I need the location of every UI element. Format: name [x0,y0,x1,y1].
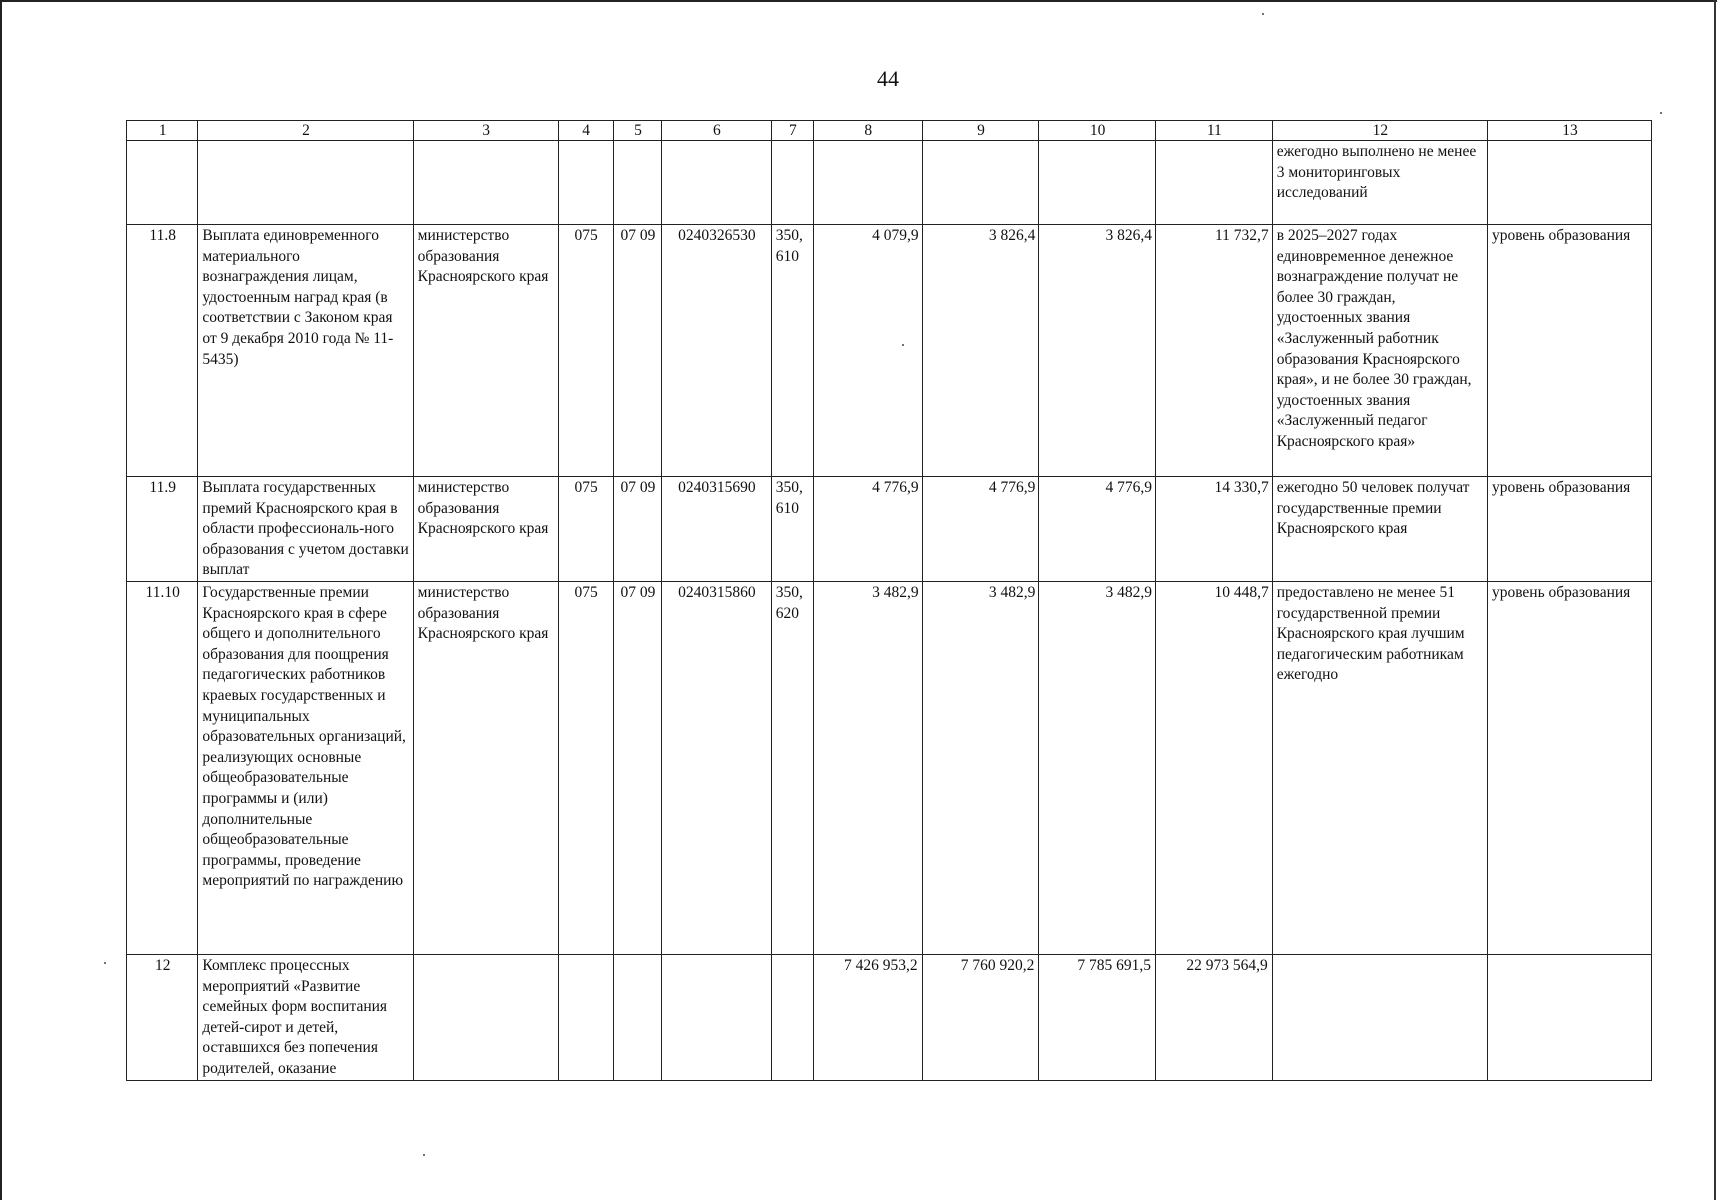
expense-type-cell: 350, 610 [771,225,813,477]
executor-cell [413,955,558,1081]
section-code-cell [613,955,661,1081]
scan-speck [423,1154,425,1156]
measure-name-cell [198,141,413,225]
scan-speck [902,344,904,346]
measure-name-cell: Выплата государственных премий Красноярского края в области профессиональ-ного образования с учетом доставки выплат [198,477,413,582]
target-article-cell: 0240315690 [662,477,772,582]
header-cell: 12 [1272,121,1487,141]
amount-cell: 3 482,9 [922,582,1039,955]
total-amount-cell [1156,141,1273,225]
section-code-cell: 07 09 [613,477,661,582]
expected-result-cell: предоставлено не менее 51 государственной премии Красноярского края лучшим педагогическим работникам ежегодно [1272,582,1487,955]
table-row [127,225,1652,477]
header-cell: 7 [771,121,813,141]
header-cell: 11 [1156,121,1273,141]
grbs-code-cell: 075 [558,477,613,582]
target-article-cell [662,141,772,225]
row-number-cell: 11.10 [127,582,198,955]
section-code-cell: 07 09 [613,225,661,477]
measure-name-cell: Выплата единовременного материального вознаграждения лицам, удостоенным наград края (в соответствии с Законом края от 9 декабря 2010 года № 11-5435) [198,225,413,477]
expense-type-cell [771,955,813,1081]
total-amount-cell: 11 732,7 [1156,225,1273,477]
expected-result-cell: ежегодно 50 человек получат государственные премии Красноярского края [1272,477,1487,582]
executor-cell: министерство образования Красноярского края [413,225,558,477]
expense-type-cell [771,141,813,225]
header-cell: 6 [662,121,772,141]
target-article-cell: 0240315860 [662,582,772,955]
indicator-cell: уровень образования [1487,225,1651,477]
amount-cell: 4 079,9 [813,225,922,477]
grbs-code-cell [558,955,613,1081]
row-number-cell [127,141,198,225]
row-number-cell: 11.9 [127,477,198,582]
header-cell: 9 [922,121,1039,141]
header-cell: 2 [198,121,413,141]
amount-cell: 4 776,9 [1039,477,1156,582]
total-amount-cell: 10 448,7 [1156,582,1273,955]
amount-cell [922,141,1039,225]
table-row [127,582,1652,955]
amount-cell: 3 482,9 [1039,582,1156,955]
grbs-code-cell: 075 [558,225,613,477]
page-edge-top [0,0,1717,2]
table-row [127,477,1652,582]
header-cell: 4 [558,121,613,141]
total-amount-cell: 14 330,7 [1156,477,1273,582]
executor-cell: министерство образования Красноярского края [413,477,558,582]
target-article-cell: 0240326530 [662,225,772,477]
header-cell: 3 [413,121,558,141]
header-cell: 13 [1487,121,1651,141]
scan-speck [1262,13,1264,15]
amount-cell: 4 776,9 [813,477,922,582]
expected-result-cell [1272,955,1487,1081]
grbs-code-cell: 075 [558,582,613,955]
page-number: 44 [877,66,899,91]
expense-type-cell: 350, 620 [771,582,813,955]
amount-cell: 3 482,9 [813,582,922,955]
amount-cell: 4 776,9 [922,477,1039,582]
total-amount-cell: 22 973 564,9 [1156,955,1273,1081]
indicator-cell: уровень образования [1487,477,1651,582]
header-cell: 8 [813,121,922,141]
table-row [127,955,1652,1081]
table-row [127,141,1652,225]
indicator-cell [1487,955,1651,1081]
section-code-cell: 07 09 [613,582,661,955]
executor-cell [413,141,558,225]
expected-result-cell: ежегодно выполнено не менее 3 мониторинговых исследований [1272,141,1487,225]
measure-name-cell: Государственные премии Красноярского края в сфере общего и дополнительного образования для поощрения педагогических работников краевых государственных и муниципальных образовательных организаций, реализующих основные общеобразовательные программы и (или) дополнительные общеобразовательные программы, проведение мероприятий по награждению [198,582,413,955]
grbs-code-cell [558,141,613,225]
amount-cell [813,141,922,225]
table-header-row [127,121,1652,141]
executor-cell: министерство образования Красноярского края [413,582,558,955]
target-article-cell [662,955,772,1081]
row-number-cell: 12 [127,955,198,1081]
amount-cell: 3 826,4 [1039,225,1156,477]
budget-table [126,120,1652,1081]
expense-type-cell: 350, 610 [771,477,813,582]
header-cell: 10 [1039,121,1156,141]
amount-cell: 7 785 691,5 [1039,955,1156,1081]
scan-speck [104,962,106,964]
page-edge-left [0,0,2,1200]
amount-cell: 7 426 953,2 [813,955,922,1081]
header-cell: 5 [613,121,661,141]
amount-cell: 3 826,4 [922,225,1039,477]
amount-cell [1039,141,1156,225]
section-code-cell [613,141,661,225]
expected-result-cell: в 2025–2027 годах единовременное денежное вознаграждение получат не более 30 граждан, удостоенных звания «Заслуженный работник образования Красноярского края», и не более 30 граждан, удостоенных звания «Заслуженный педагог Красноярского края» [1272,225,1487,477]
header-cell: 1 [127,121,198,141]
scan-speck [1660,112,1662,114]
indicator-cell: уровень образования [1487,582,1651,955]
page-edge-right [1714,0,1716,1200]
indicator-cell [1487,141,1651,225]
row-number-cell: 11.8 [127,225,198,477]
measure-name-cell: Комплекс процессных мероприятий «Развитие семейных форм воспитания детей-сирот и детей, оставшихся без попечения родителей, оказание [198,955,413,1081]
amount-cell: 7 760 920,2 [922,955,1039,1081]
